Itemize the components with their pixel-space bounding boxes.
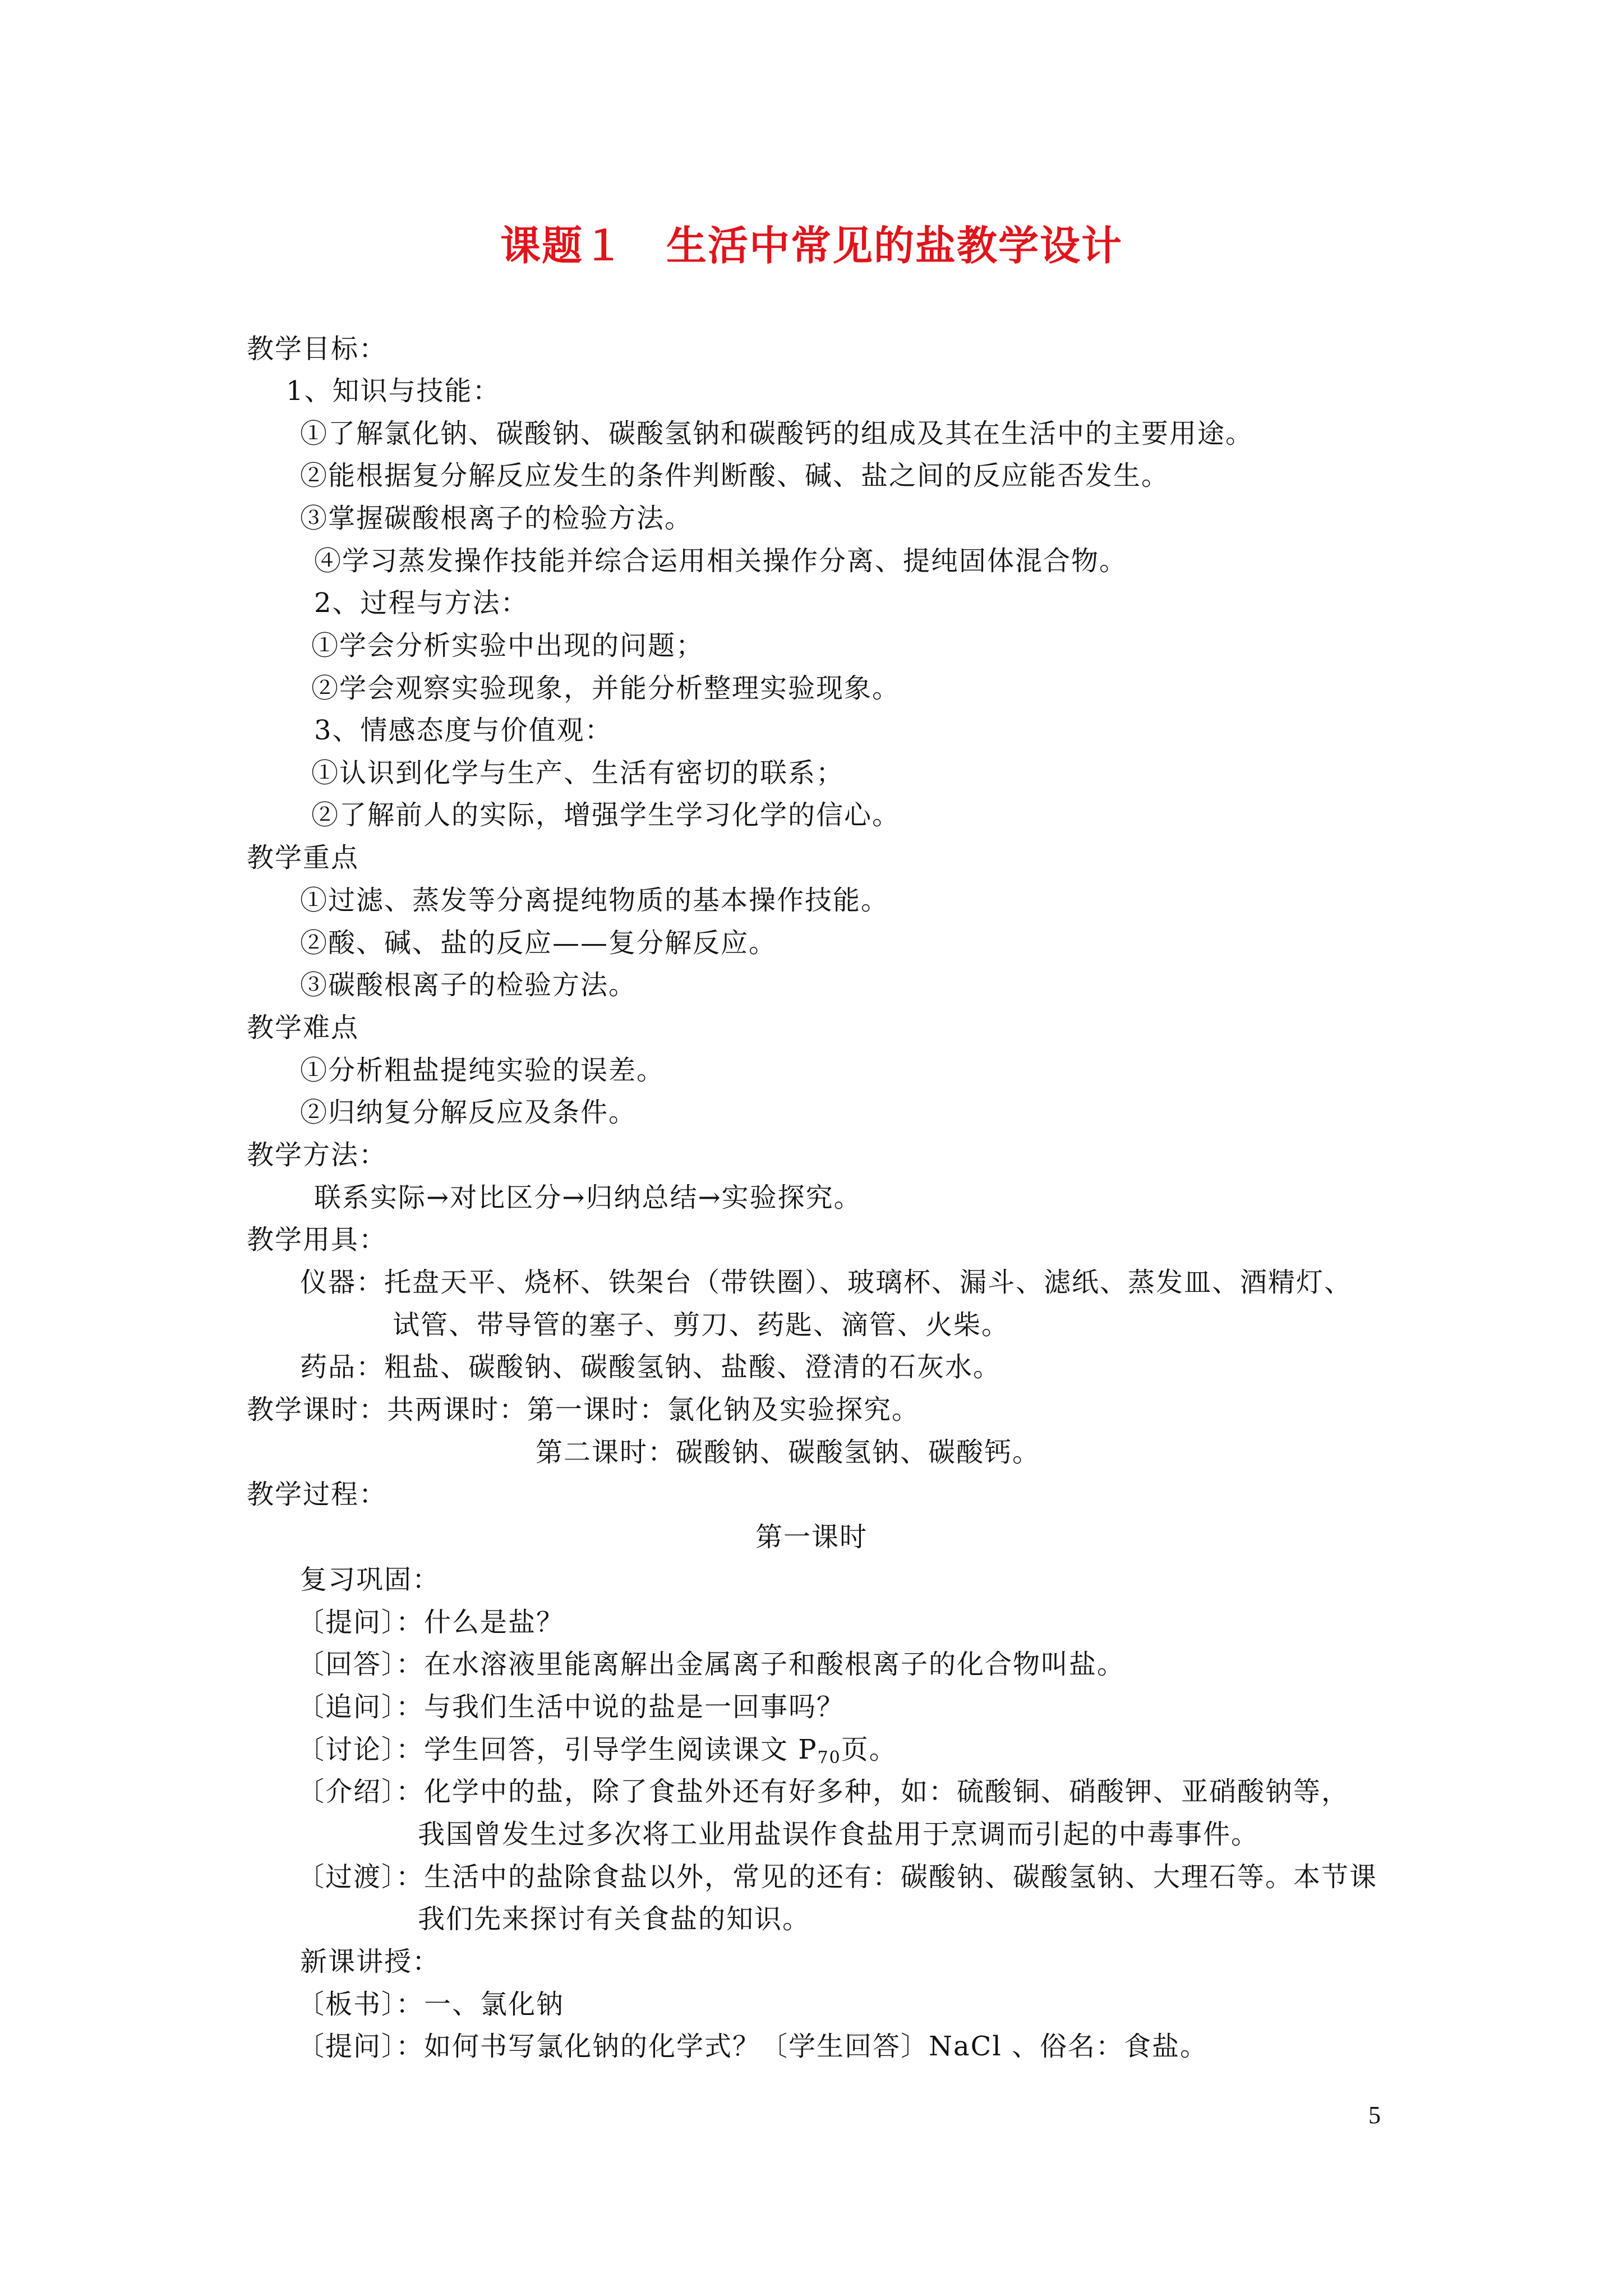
text-line: ②酸、碱、盐的反应——复分解反应。	[300, 927, 777, 959]
text-line: ③掌握碳酸根离子的检验方法。	[300, 503, 693, 534]
text-line: ②了解前人的实际，增强学生学习化学的信心。	[311, 799, 901, 831]
text-line: ①过滤、蒸发等分离提纯物质的基本操作技能。	[300, 885, 889, 916]
text-line: 〔提问〕：如何书写氯化钠的化学式？〔学生回答〕NaCl 、俗名：食盐。	[297, 2031, 1208, 2062]
text-line: 联系实际→对比区分→归纳总结→实验探究。	[314, 1182, 862, 1213]
discussion-line	[297, 1733, 897, 1775]
text-line: 〔过渡〕：生活中的盐除食盐以外，常见的还有：碳酸钠、碳酸氢钠、大理石等。本节课	[297, 1861, 1378, 1893]
text-line: 试管、带导管的塞子、剪刀、药匙、滴管、火柴。	[393, 1309, 1010, 1341]
text-line: 复习巩固：	[300, 1564, 441, 1595]
text-line: ③碳酸根离子的检验方法。	[300, 969, 637, 1001]
text-line: 教学方法：	[247, 1139, 388, 1171]
text-line: 我国曾发生过多次将工业用盐误作食盐用于烹调而引起的中毒事件。	[418, 1819, 1260, 1850]
document-title: 课题１ 生活中常见的盐教学设计	[500, 222, 1123, 269]
text-line: ①学会分析实验中出现的问题；	[311, 630, 704, 661]
text-line: ②归纳复分解反应及条件。	[300, 1097, 637, 1128]
text-line: 〔追问〕：与我们生活中说的盐是一回事吗？	[297, 1691, 845, 1723]
text-line: 仪器：托盘天平、烧杯、铁架台（带铁圈）、玻璃杯、漏斗、滤纸、蒸发皿、酒精灯、	[300, 1267, 1353, 1298]
text-line: 1、知识与技能：	[286, 375, 501, 407]
section-heading: 第一课时	[755, 1521, 868, 1553]
discussion-text: 〔讨论〕：学生回答，引导学生阅读课文 P	[297, 1734, 818, 1765]
text-line: 新课讲授：	[300, 1946, 441, 1977]
text-line: ①认识到化学与生产、生活有密切的联系；	[311, 757, 845, 789]
discussion-suffix: 页。	[841, 1734, 897, 1765]
text-line: 第二课时：碳酸钠、碳酸氢钠、碳酸钙。	[536, 1437, 1041, 1468]
text-line: 教学过程：	[247, 1479, 388, 1510]
text-line: 教学难点	[247, 1012, 359, 1043]
page-number: 5	[1368, 2101, 1381, 2129]
text-line: ④学习蒸发操作技能并综合运用相关操作分离、提纯固体混合物。	[314, 545, 1128, 577]
text-line: ②能根据复分解反应发生的条件判断酸、碱、盐之间的反应能否发生。	[300, 460, 1170, 491]
text-line: 教学课时：共两课时：第一课时：氯化钠及实验探究。	[247, 1394, 920, 1425]
text-line: 教学用具：	[247, 1224, 388, 1255]
page-ref-subscript: 70	[817, 1748, 841, 1768]
text-line: 教学目标：	[247, 333, 388, 365]
text-line: 2、过程与方法：	[314, 587, 529, 619]
text-line: ②学会观察实验现象，并能分析整理实验现象。	[311, 673, 901, 704]
text-line: 教学重点	[247, 842, 359, 873]
text-line: 〔提问〕：什么是盐？	[297, 1607, 565, 1638]
text-line: 〔板书〕：一、氯化钠	[297, 1989, 565, 2020]
text-line: 〔介绍〕：化学中的盐，除了食盐外还有好多种，如：硫酸铜、硝酸钾、亚硝酸钠等，	[297, 1776, 1350, 1807]
text-line: 我们先来探讨有关食盐的知识。	[418, 1903, 811, 1935]
text-line: 〔回答〕：在水溶液里能离解出金属离子和酸根离子的化合物叫盐。	[297, 1649, 1126, 1680]
text-line: 药品：粗盐、碳酸钠、碳酸氢钠、盐酸、澄清的石灰水。	[300, 1351, 1002, 1383]
text-line: 3、情感态度与价值观：	[314, 715, 613, 746]
text-line: ①分析粗盐提纯实验的误差。	[300, 1055, 665, 1086]
text-line: ①了解氯化钠、碳酸钠、碳酸氢钠和碳酸钙的组成及其在生活中的主要用途。	[300, 418, 1254, 449]
